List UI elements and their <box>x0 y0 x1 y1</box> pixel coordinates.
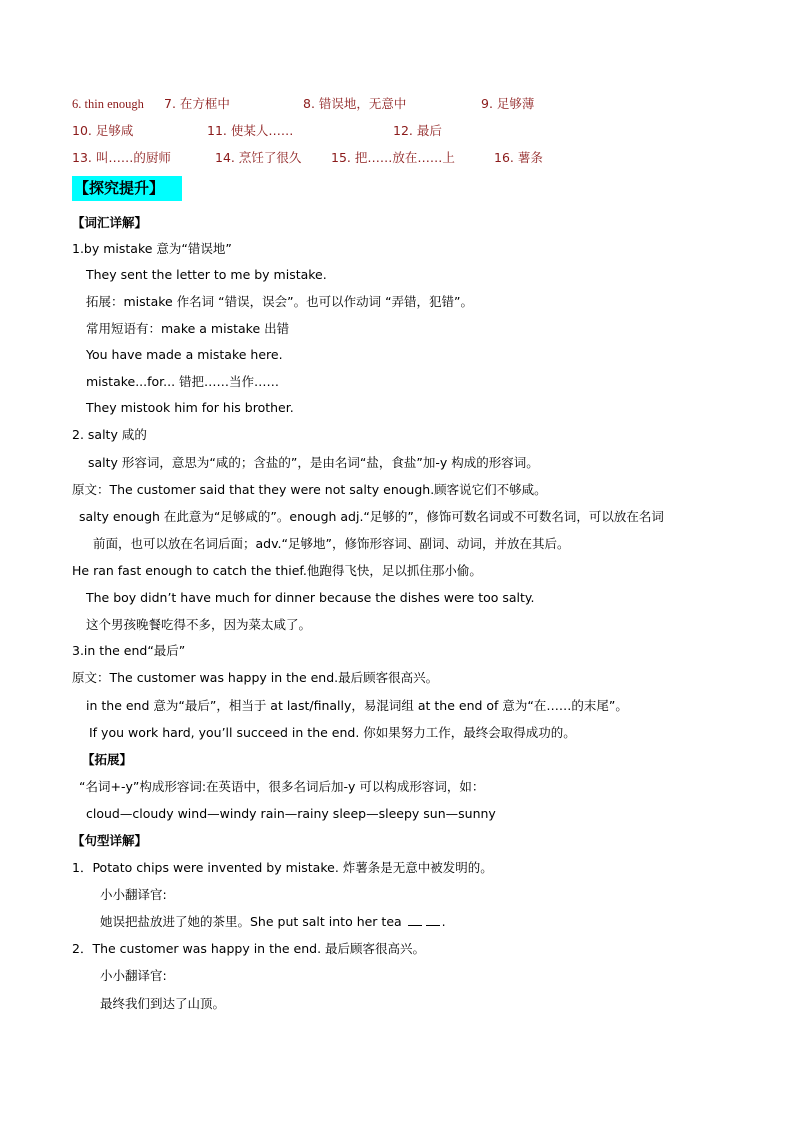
vocab-item2-example1: He ran fast enough to catch the thief.他跑得飞快，足以抓住那小偷。 <box>72 563 482 578</box>
sentence-1-question <box>100 914 446 930</box>
answer-15: 15. 把……放在……上 <box>331 150 455 165</box>
sentence-title: 【句型详解】 <box>72 833 148 848</box>
answer-blank-1[interactable] <box>408 914 422 926</box>
answer-13: 13. 叫……的厨师 <box>72 150 171 165</box>
answer-14: 14. 烹饪了很久 <box>215 150 302 165</box>
sentence-2: 2．The customer was happy in the end. 最后顾客很高兴。 <box>72 941 426 956</box>
vocab-item2-desc: salty 形容词，意思为“咸的；含盐的”，是由名词“盐，食盐”加-y 构成的形容词。 <box>88 455 539 470</box>
sentence-1: 1．Potato chips were invented by mistake. 炸薯条是无意中被发明的。 <box>72 860 493 875</box>
answer-6: 6. thin enough <box>72 97 144 111</box>
vocab-item2-enough-line2: 前面，也可以放在名词后面；adv.“足够地”，修饰形容词、副词、动词，并放在其后。 <box>93 536 570 551</box>
vocab-item2-example2: The boy didn’t have much for dinner because the dishes were too salty. <box>86 590 535 605</box>
answer-12: 12. 最后 <box>393 123 442 138</box>
sentence-1-question-text: 她误把盐放进了她的茶里。She put salt into her tea <box>100 914 402 929</box>
vocab-item1-phrase2: mistake...for... 错把……当作…… <box>86 374 280 389</box>
vocab-item1-extension: 拓展：mistake 作名词 “错误，误会”。也可以作动词 “弄错，犯错”。 <box>86 294 474 309</box>
vocab-item2-enough-line1: salty enough 在此意为“足够咸的”。enough adj.“足够的”，修饰可数名词或不可数名词，可以放在名词 <box>79 509 664 524</box>
answer-8: 8. 错误地，无意中 <box>303 96 407 111</box>
answer-10: 10. 足够咸 <box>72 123 134 138</box>
vocab-item1-title: 1.by mistake 意为“错误地” <box>72 241 232 256</box>
vocab-item1-example3: They mistook him for his brother. <box>86 400 294 415</box>
vocab-item3-example: If you work hard, you’ll succeed in the end. 你如果努力工作，最终会取得成功的。 <box>89 725 576 740</box>
vocab-title: 【词汇详解】 <box>72 215 148 230</box>
sentence-2-question: 最终我们到达了山顶。 <box>100 996 226 1011</box>
vocab-item1-phrase: 常用短语有：make a mistake 出错 <box>86 321 290 336</box>
answer-11: 11. 使某人…… <box>207 123 294 138</box>
vocab-item3-desc: in the end 意为“最后”，相当于 at last/finally，易混词组 at the end of 意为“在……的末尾”。 <box>86 698 628 713</box>
answer-blank-2[interactable] <box>426 914 440 926</box>
vocab-item3-original: 原文：The customer was happy in the end.最后顾客很高兴。 <box>72 670 439 685</box>
vocab-item1-example1: They sent the letter to me by mistake. <box>86 267 327 282</box>
extension-title: 【拓展】 <box>82 752 133 767</box>
answer-16: 16. 薯条 <box>494 150 543 165</box>
sentence-2-label: 小小翻译官: <box>100 968 167 983</box>
vocab-item3-title: 3.in the end“最后” <box>72 643 186 658</box>
extension-desc: “名词+-y”构成形容词:在英语中，很多名词后加-y 可以构成形容词，如： <box>79 779 485 794</box>
vocab-item2-title: 2. salty 咸的 <box>72 427 147 442</box>
extension-words: cloud—cloudy wind—windy rain—rainy sleep—sleepy sun—sunny <box>86 806 496 821</box>
period: . <box>441 914 446 929</box>
answer-9: 9. 足够薄 <box>481 96 535 111</box>
section-heading: 【探究提升】 <box>72 176 182 201</box>
vocab-item2-example2-cn: 这个男孩晚餐吃得不多，因为菜太咸了。 <box>86 617 312 632</box>
vocab-item1-example2: You have made a mistake here. <box>86 347 283 362</box>
vocab-item2-original: 原文：The customer said that they were not salty enough.顾客说它们不够咸。 <box>72 482 547 497</box>
answer-7: 7. 在方框中 <box>164 96 230 111</box>
sentence-1-label: 小小翻译官: <box>100 887 167 902</box>
